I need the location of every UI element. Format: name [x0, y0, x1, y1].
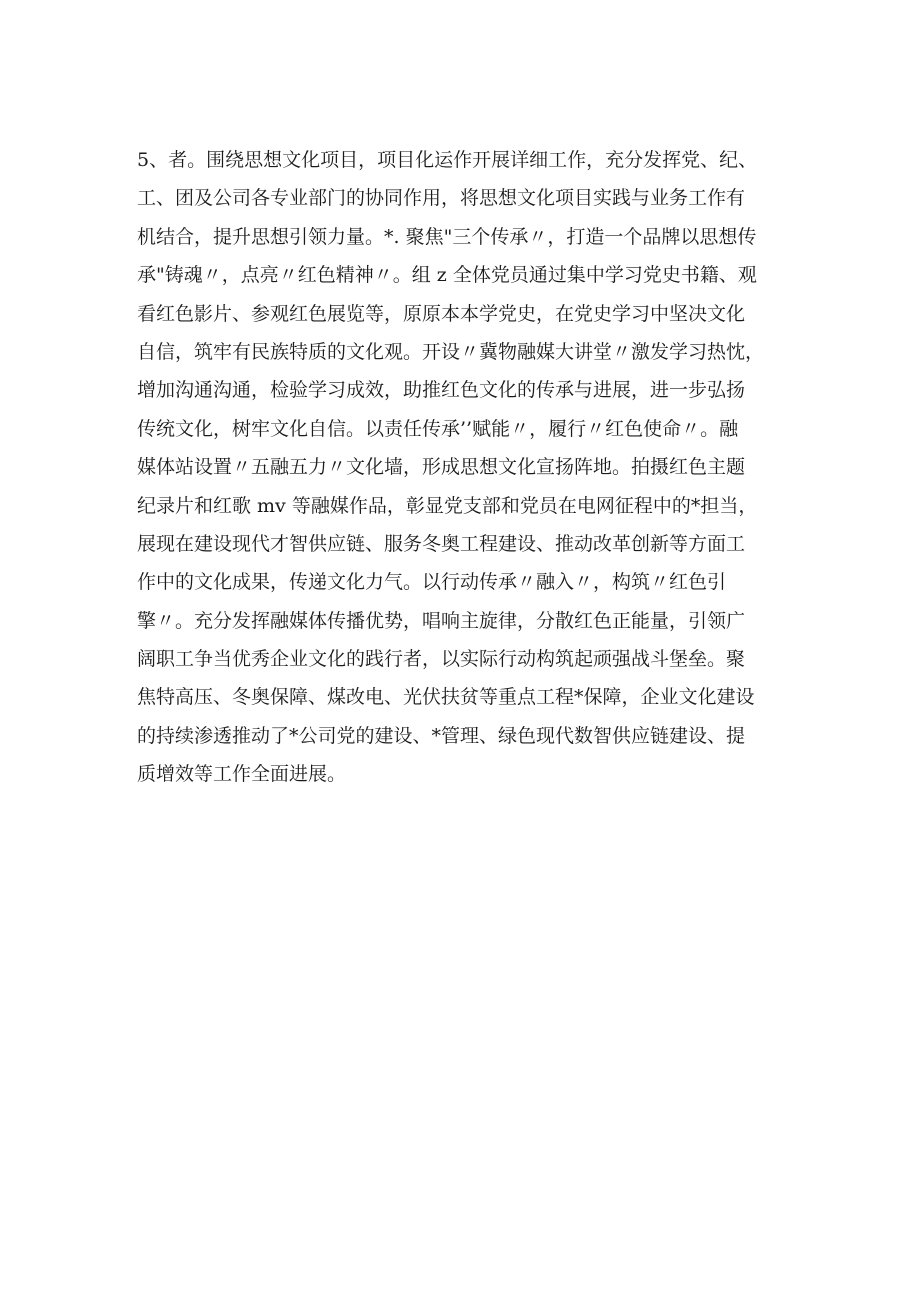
text-line: 阔职工争当优秀企业文化的践行者，以实际行动构筑起顽强战斗堡垒。聚: [137, 648, 746, 671]
text-line: 5、者。围绕思想文化项目，项目化运作开展详细工作，充分发挥党、纪、: [137, 149, 758, 171]
text-line: 机结合，提升思想引领力量。*. 聚焦"三个传承〃，打造一个品牌以思想传: [137, 225, 757, 248]
text-line: 传统文化，树牢文化自信。以责任传承’’赋能〃，履行〃红色使命〃。融: [137, 417, 739, 440]
text-line: 承"铸魂〃，点亮〃红色精神〃。组 z 全体党员通过集中学习党史书籍、观: [137, 264, 757, 287]
text-line: 质增效等工作全面进展。: [137, 763, 347, 786]
text-line: 焦特高压、冬奥保障、煤改电、光伏扶贫等重点工程*保障，企业文化建设: [137, 686, 755, 709]
text-line: 媒体站设置〃五融五力〃文化墙，形成思想文化宣扬阵地。拍摄红色主题: [137, 456, 746, 479]
text-line: 展现在建设现代才智供应链、服务冬奥工程建设、推动改革创新等方面工: [137, 532, 746, 555]
body-paragraph: [137, 141, 797, 794]
text-line: 作中的文化成果，传递文化力气。以行动传承〃融入〃，构筑〃红色引: [137, 571, 727, 594]
text-line: 增加沟通沟通，检验学习成效，助推红色文化的传承与进展，进一步弘扬: [137, 379, 746, 402]
text-line: 纪录片和红歌 mv 等融媒作品，彰显党支部和党员在电网征程中的*担当，: [137, 494, 758, 517]
text-line: 看红色影片、参观红色展览等，原原本本学党史，在党史学习中坚决文化: [137, 302, 746, 325]
text-line: 擎〃。充分发挥融媒体传播优势，唱响主旋律，分散红色正能量，引领广: [137, 609, 746, 632]
text-line: 工、团及公司各专业部门的协同作用，将思想文化项目实践与业务工作有: [137, 187, 746, 210]
text-line: 的持续渗透推动了*公司党的建设、*管理、绿色现代数智供应链建设、提: [137, 724, 746, 747]
text-line: 自信，筑牢有民族特质的文化观。开设〃冀物融媒大讲堂〃激发学习热忱，: [137, 340, 765, 363]
